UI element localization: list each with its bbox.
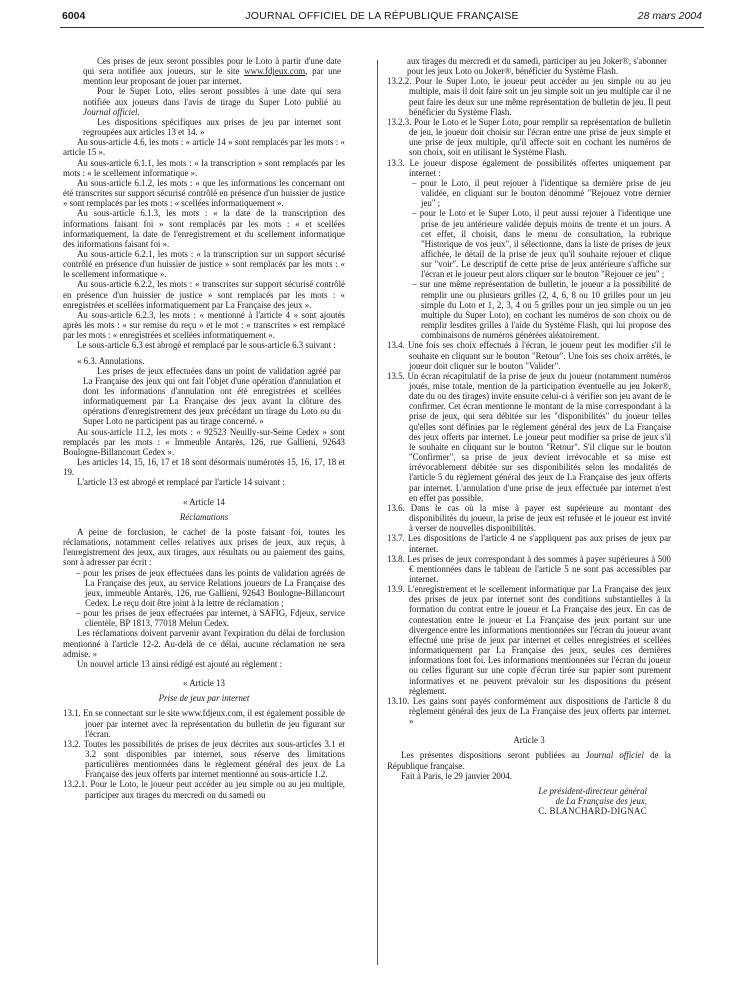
numbered-clause: 13.2. Toutes les possibilités de prises de jeux décrites aux sous-articles 3.1 et 3.2 sont disponibles par internet, sous réserve des limitations particulières mentionnées dans le règlement général des jeux de La Française des jeux offerts par internet mentionné au sous-article 1.2. [63, 738, 345, 780]
numbered-clause: 13.4. Une fois ses choix effectués à l'écran, le joueur peut les modifier s'il le souhaite en cliquant sur le bouton "Retour". Une fois ses choix arrêtés, le joueur doit cliquer sur le bouton "Valider". [387, 340, 671, 371]
done-at: Fait à Paris, le 29 janvier 2004. [401, 770, 512, 781]
article-13-subtitle: Prise de jeux par internet [158, 693, 250, 704]
paragraph: Au sous-article 6.2.2, les mots : « transcrites sur support sécurisé contrôlé en présence d'un huissier de justice » sont remplacés par les mots : « enregistrées et scellées informatiquement par La Française des jeux ». [63, 279, 345, 310]
paragraph: Ces prises de jeux seront possibles pour le Loto à partir d'une date qui sera notifiée aux joueurs, sur le site www.fdjeux.com, par une mention leur proposant de jouer par internet. [83, 56, 341, 87]
numbered-clause: 13.5. Un écran récapitulatif de la prise de jeux du joueur (notamment numéros joués, mise totale, mention de la participation éventuelle au jeu Joker®, date du ou des tirages) invite ensuite celui-ci à vérifier son jeu avant de le confirmer. Cet écran mentionne le montant de la mise correspondant à la prise de jeux, qui sera débitée sur les "disponibilités" du joueur telles qu'elles sont définies par le règlement général des jeux de La Française des jeux offerts par internet. Le joueur peut modifier sa prise de jeux s'il le souhaite en cliquant sur le bouton "Retour". S'il clique sur le bouton "Confirmer", sa prise de jeux devient irrévocable et sa mise est irrévocablement débitée sur ses disponibilités selon les modalités de l'article 5 du règlement général des jeux de La Française des jeux offerts par internet. L'annulation d'une prise de jeux effectuée par internet n'est en effet pas possible. [387, 370, 671, 503]
paragraph: Les articles 14, 15, 16, 17 et 18 sont désormais numérotés 15, 16, 17, 18 et 19. [63, 457, 345, 478]
signatory-organization: de La Française des jeux, [555, 796, 647, 807]
paragraph: Au sous-article 6.2.3, les mots : « mentionné à l'article 4 » sont ajoutés après les mots : « sur remise du reçu » et le mot : « transcrites » est remplacé par les mots : « enregistrées et scellées informatiquement ». [63, 309, 345, 341]
list-item: – sur une même représentation de bulletin, le joueur a la possibilité de remplir une ou plusieurs grilles (2, 4, 6, 8 ou 10 grilles pour un jeu simple du Loto et 1, 2, 3, 4 ou 5 grilles pour un jeu simple ou un jeu multiple du Super Loto), en cochant les numéros de son choix ou de remplir lesdites grilles à l'aide du Système Flash, qui lui propose des combinaisons de numéros générées aléatoirement. [412, 279, 671, 341]
paragraph: Pour le Super Loto, elles seront possibles à une date qui sera notifiée aux joueurs dans l'avis de tirage du Super Loto publié au Journal officiel. [83, 86, 341, 117]
list-item: – pour les prises de jeux effectuées par internet, à SAFIG, Fdjeux, service clientèle, BP 1813, 77018 Melun Cedex. [76, 608, 345, 629]
numbered-clause: 13.9. L'enregistrement et le scellement informatique par La Française des jeux des prises de jeux par internet sont des conditions substantielles à la formation du contrat entre le joueur et La Française des jeux. En cas de contestation entre le joueur et La Française des jeux portant sur une divergence entre les informations mentionnées sur l'écran du joueur avant effectué une prise de jeux par internet et celles enregistrées et scellées informatiquement par La Française des jeux, seules ces dernières informations font foi. Les informations mentionnées sur l'écran du joueur ou celles figurant sur une copie d'écran tirée sur papier sont purement informatives et ne peuvent prévaloir sur les dispositions du présent règlement. [387, 584, 671, 696]
numbered-clause: 13.2.2. Pour le Super Loto, le joueur peut accéder au jeu simple ou au jeu multiple, mais il doit faire soit un jeu simple soit un jeu multiple car il ne peut faire les deux sur une même représentation de bulletin de jeu. Il peut bénéficier du Système Flash. [387, 76, 671, 117]
website-link[interactable]: www.fdjeux.com [244, 66, 306, 77]
paragraph: Le sous-article 6.3 est abrogé et remplacé par le sous-article 6.3 suivant : [77, 340, 336, 351]
numbered-clause: 13.10. Les gains sont payés conformément aux dispositions de l'article 8 du règlement général des jeux de La Française des jeux offerts par internet. » [387, 695, 671, 727]
quoted-heading: « 6.3. Annulations. [77, 355, 145, 366]
journal-title: JOURNAL OFFICIEL DE LA RÉPUBLIQUE FRANÇAISE [245, 10, 519, 22]
list-item: – pour le Loto, il peut rejouer à l'identique sa dernière prise de jeu validée, en cliquant sur le bouton dénommé "Rejouez votre dernier jeu" ; [412, 177, 671, 209]
left-column [63, 56, 345, 800]
numbered-clause: 13.2.3. Pour le Loto et le Super Loto, pour remplir sa représentation de bulletin de jeu, le joueur doit choisir sur l'écran entre une prise de jeux simple et une prise de jeux multiple, qu'il affecte soit en cochant les numéros de son choix, soit en utilisant le Système Flash. [387, 116, 671, 158]
numbered-clause: 13.6. Dans le cas où la mise à payer est supérieure au montant des disponibilités du joueur, la prise de jeux est refusée et le joueur est invité à verser de nouvelles disponibilités. [387, 502, 671, 534]
numbered-clause: 13.7. Les dispositions de l'article 4 ne s'appliquent pas aux prises de jeux par internet. [387, 533, 671, 554]
list-item: – pour les prises de jeux effectuées dans les points de validation agréés de La Française des jeux, au service Relations joueurs de La Française des jeux, immeuble Antarès, 126, rue Gallieni, 92643 Boulogne-Billancourt Cedex. Le reçu doit être joint à la lettre de réclamation ; [76, 567, 345, 608]
article-14-title: « Article 14 [183, 496, 225, 507]
paragraph: aux tirages du mercredi et du samedi, participer au jeu Joker®, s'abonner pour les jeux Loto ou Joker®, bénéficier du Système Flash. [407, 56, 667, 77]
numbered-clause: 13.8. Les prises de jeux correspondant à des sommes à payer supérieures à 500 € mentionnées dans le tableau de l'article 5 ne sont pas accessibles par internet. [387, 553, 671, 584]
numbered-clause: 13.2.1. Pour le Loto, le joueur peut accéder au jeu simple ou au jeu multiple, participer aux tirages du mercredi ou du samedi ou [63, 779, 345, 800]
paragraph: L'article 13 est abrogé et remplacé par l'article 14 suivant : [77, 477, 285, 488]
paragraph: Au sous-article 6.1.2, les mots : « que les informations les concernant ont été transcrites sur support sécurisé contrôlé en présence d'un huissier de justice » sont remplacés par les mots : « scellées informatiquement ». [63, 177, 345, 209]
numbered-clause: 13.1. En se connectant sur le site www.fdjeux.com, il est également possible de jouer par internet avec la représentation du bulletin de jeu figurant sur l'écran. [63, 708, 345, 739]
paragraph: A peine de forclusion, le cachet de la poste faisant foi, toutes les réclamations, notamment celles relatives aux prises de jeux, aux reçus, à l'enregistrement des jeux, aux tirages, aux résultats ou au paiement des gains, sont à adresser par écrit : [63, 526, 345, 568]
article-3-title: Article 3 [513, 735, 545, 746]
paragraph: Les présentes dispositions seront publiées au Journal officiel de la République française. [387, 750, 671, 771]
paragraph: Un nouvel article 13 ainsi rédigé est ajouté au règlement : [77, 658, 283, 669]
page-header [62, 10, 702, 26]
column-separator [377, 60, 378, 965]
list-item: – pour le Loto et le Super Loto, il peut aussi rejouer à l'identique une prise de jeu antérieure validée depuis moins de trente et un jours. A cet effet, il choisit, dans le menu de consultation, la rubrique "Historique de vos jeux", il sélectionne, dans la liste de prises de jeux affichée, le détail de la prise de jeux qu'il souhaite rejouer et clique sur "voir". Le descriptif de cette prise de jeux antérieure s'affiche sur l'écran et le joueur peut alors cliquer sur le bouton "Rejouer ce jeu" ; [412, 208, 671, 280]
paragraph: Les réclamations doivent parvenir avant l'expiration du délai de forclusion mentionné à l'article 12-2. Au-delà de ce délai, aucune réclamation ne sera admise. » [63, 628, 345, 659]
paragraph: Au sous-article 6.1.3, les mots : « la date de la transcription des informations faisant foi » sont remplacés par les mots : « et scellées informatiquement, la date de l'enregistrement et du scellement informatique des informations faisant foi ». [63, 208, 345, 249]
quoted-paragraph: Les prises de jeux effectuées dans un point de validation agréé par La Française des jeux qui ont fait l'objet d'une opération d'annulation et dont les informations d'annulation ont été enregistrées et scellées informatiquement par La Française des jeux avant la clôture des opérations d'enregistrement des jeux précédant un tirage du Loto ou du Super Loto ne participent pas au tirage concerné. » [83, 365, 341, 427]
issue-date: 28 mars 2004 [637, 10, 702, 22]
article-14-subtitle: Réclamations [179, 511, 229, 522]
paragraph: Au sous-article 4.6, les mots : « article 14 » sont remplacés par les mots : « article 15 ». [63, 137, 345, 158]
paragraph: Au sous-article 6.1.1, les mots : « la transcription » sont remplacés par les mots : « le scellement informatique ». [63, 157, 345, 178]
paragraph: Au sous-article 11.2, les mots : « 92523 Neuilly-sur-Seine Cedex » sont remplacés par les mots : « Immeuble Antarès, 126, rue Gallieni, 92643 Boulogne-Billancourt Cedex ». [63, 426, 345, 457]
right-column [387, 56, 671, 816]
page-number: 6004 [62, 10, 86, 22]
numbered-clause: 13.3. Le joueur dispose également de possibilités offertes uniquement par internet : [387, 157, 671, 178]
paragraph: Au sous-article 6.2.1, les mots : « la transcription sur un support sécurisé contrôlé en présence d'un huissier de justice » sont remplacés par les mots : « le scellement informatique ». [63, 248, 345, 280]
signatory-title: Le président-directeur général [538, 785, 647, 796]
header-rule [60, 27, 704, 28]
paragraph: Les dispositions spécifiques aux prises de jeu par internet sont regroupées aux articles 13 et 14. » [83, 116, 341, 138]
article-13-title: « Article 13 [183, 678, 225, 689]
signatory-name: C. BLANCHARD-DIGNAC [538, 806, 647, 817]
